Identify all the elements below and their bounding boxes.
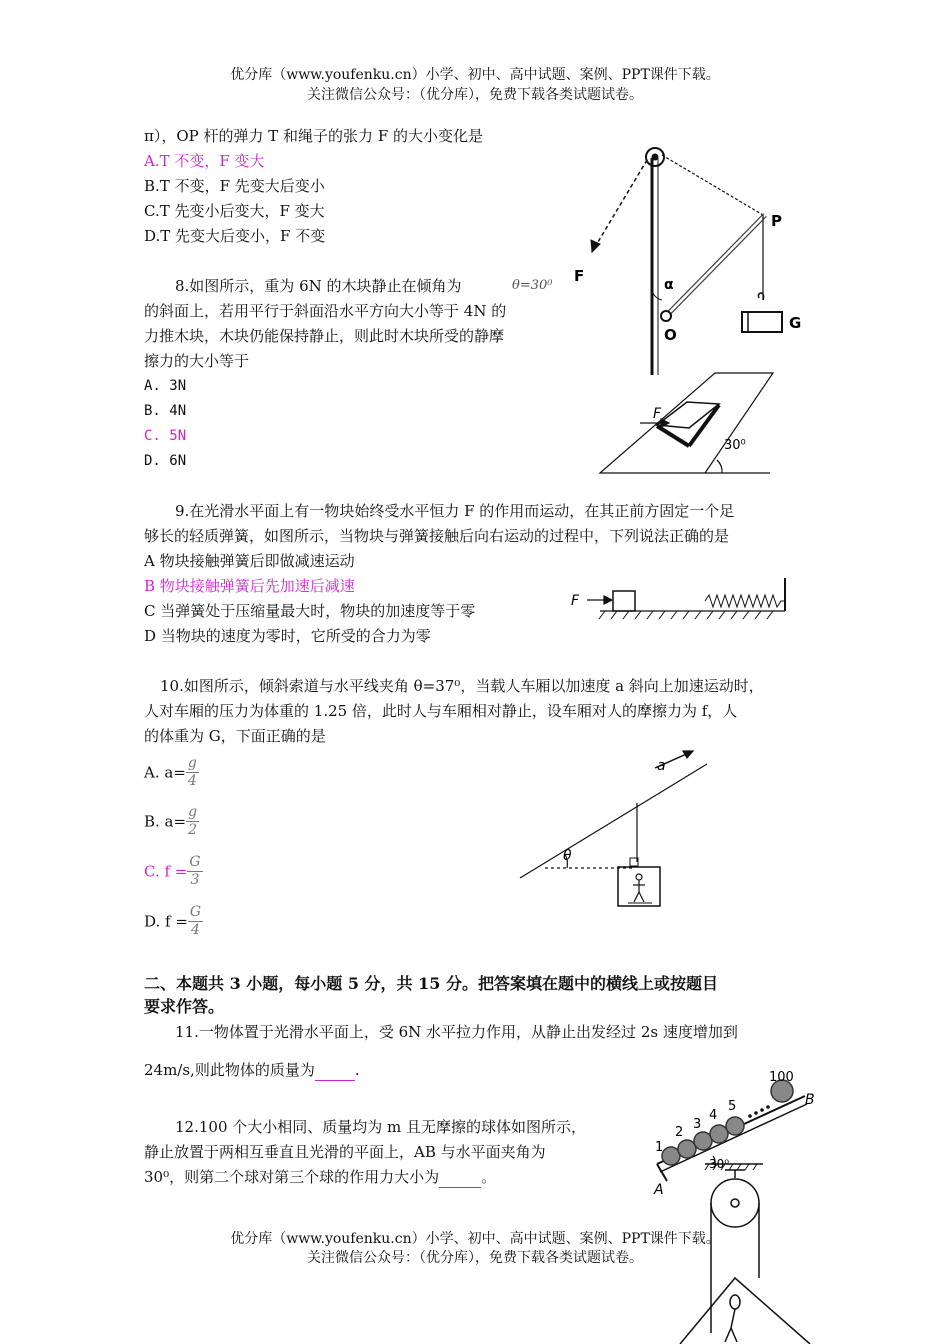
footer-line-1: 优分库（www.youfenku.cn）小学、初中、高中试题、案例、PPT课件下载。	[230, 1231, 720, 1247]
q9-option-b: B 物块接触弹簧后先加速后减速	[144, 577, 355, 595]
q9-figure	[565, 575, 795, 625]
section2-title-2: 要求作答。	[144, 997, 225, 1016]
ball-label-5: 5	[728, 1099, 737, 1114]
q9-option-d: D 当物块的速度为零时，它所受的合力为零	[144, 627, 431, 645]
q8-figure	[595, 370, 785, 480]
q7-stem: π），OP 杆的弹力 T 和绳子的张力 F 的大小变化是	[144, 127, 484, 145]
block	[613, 591, 635, 611]
q7-option-a: A.T 不变，F 变大	[144, 152, 265, 170]
q10-option-c: C. f = $\frac{G}{3}$	[144, 854, 201, 888]
q8-stem-3: 力推木块，木块仍能保持静止，则此时木块所受的静摩	[144, 327, 505, 345]
q8-stem-4: 擦力的大小等于	[144, 352, 250, 370]
label-g: G	[789, 314, 802, 332]
q10-figure	[515, 750, 715, 910]
q12-line-3: 30⁰，则第二个球对第三个球的作用力大小为 。	[144, 1168, 497, 1186]
q7-figure	[560, 140, 820, 380]
q10-label-theta: θ	[563, 848, 572, 864]
q8-option-b: B. 4N	[144, 403, 187, 419]
q7-option-d: D.T 先变大后变小，F 不变	[144, 227, 326, 245]
q11-line-1: 11.一物体置于光滑水平面上，受 6N 水平拉力作用，从静止出发经过 2s 速度增加到	[175, 1023, 738, 1041]
support-frame	[680, 1278, 810, 1344]
q11-answer-blank[interactable]	[315, 1060, 355, 1081]
label-p: P	[771, 212, 782, 230]
q10-option-b: B. a= $\frac{g}{2}$	[144, 804, 198, 838]
q8-option-c: C. 5N	[144, 428, 187, 444]
q7-option-b: B.T 不变，F 先变大后变小	[144, 177, 325, 195]
q12-line-2: 静止放置于两相互垂直且光滑的平面上，AB 与水平面夹角为	[144, 1143, 546, 1161]
header-line-1: 优分库（www.youfenku.cn）小学、初中、高中试题、案例、PPT课件下载。	[230, 67, 720, 83]
ball-label-4: 4	[709, 1108, 718, 1123]
spring	[705, 595, 785, 607]
q9-label-f: F	[571, 593, 580, 609]
q9-option-a: A 物块接触弹簧后即做减速运动	[144, 552, 355, 570]
label-30-degree: 30⁰	[709, 1157, 730, 1171]
ball-label-3: 3	[693, 1117, 702, 1132]
footer-line-2: 关注微信公众号：（优分库），免费下载各类试题试卷。	[307, 1250, 643, 1266]
ball-5	[726, 1117, 744, 1135]
q12-answer-blank[interactable]	[439, 1167, 481, 1188]
q9-stem-1: 9.在光滑水平面上有一物块始终受水平恒力 F 的作用而运动，在其正前方固定一个足	[175, 502, 735, 520]
q10-stem-1: 10.如图所示，倾斜索道与水平线夹角 θ=37⁰，当载人车厢以加速度 a 斜向上加速运动时，	[160, 677, 764, 695]
q8-label-f: F	[653, 406, 662, 422]
q9-stem-2: 够长的轻质弹簧，如图所示，当物块与弹簧接触后向右运动的过程中，下列说法正确的是	[144, 527, 730, 545]
q10-option-a: A. a= $\frac{g}{4}$	[144, 755, 197, 789]
q8-stem-2: 的斜面上，若用平行于斜面沿水平方向大小等于 4N 的	[144, 302, 507, 320]
label-alpha: α	[664, 277, 674, 293]
pulley-wheel-icon	[711, 1179, 759, 1227]
section2-title-1: 二、本题共 3 小题，每小题 5 分，共 15 分。把答案填在题中的横线上或按题目	[144, 974, 718, 993]
label-b-point: B	[805, 1092, 815, 1108]
label-f: F	[574, 267, 585, 285]
q12-line-1: 12.100 个大小相同、质量均为 m 且无摩擦的球体如图所示，	[175, 1118, 587, 1136]
q9-option-c: C 当弹簧处于压缩量最大时，物块的加速度等于零	[144, 602, 476, 620]
label-a-point: A	[654, 1182, 664, 1198]
ball-label-2: 2	[675, 1125, 684, 1140]
rope-f	[592, 160, 647, 252]
q10-option-d: D. f = $\frac{G}{4}$	[144, 904, 202, 938]
q10-label-a: a	[657, 758, 666, 774]
rope-top	[662, 155, 763, 215]
q12-figure	[645, 1068, 825, 1344]
ball-4	[710, 1125, 728, 1143]
label-o: O	[664, 326, 677, 344]
q8-theta: θ=30⁰	[512, 278, 553, 293]
q8-option-d: D. 6N	[144, 453, 187, 469]
q10-stem-3: 的体重为 G，下面正确的是	[144, 727, 326, 745]
q7-option-c: C.T 先变小后变大，F 变大	[144, 202, 325, 220]
q8-stem-1: 8.如图所示，重为 6N 的木块静止在倾角为	[175, 277, 462, 295]
ball-2	[678, 1140, 696, 1158]
header-line-2: 关注微信公众号：（优分库），免费下载各类试题试卷。	[307, 87, 643, 103]
ball-label-100: 100	[769, 1070, 794, 1085]
q8-label-angle: 30⁰	[724, 438, 746, 453]
cable	[520, 764, 707, 878]
ball-label-1: 1	[655, 1140, 664, 1155]
q10-stem-2: 人对车厢的压力为体重的 1.25 倍，此时人与车厢相对静止，设车厢对人的摩擦力为 f，人	[144, 702, 738, 720]
q8-option-a: A. 3N	[144, 378, 187, 394]
q11-line-2: 24m/s,则此物体的质量为 .	[144, 1061, 360, 1079]
